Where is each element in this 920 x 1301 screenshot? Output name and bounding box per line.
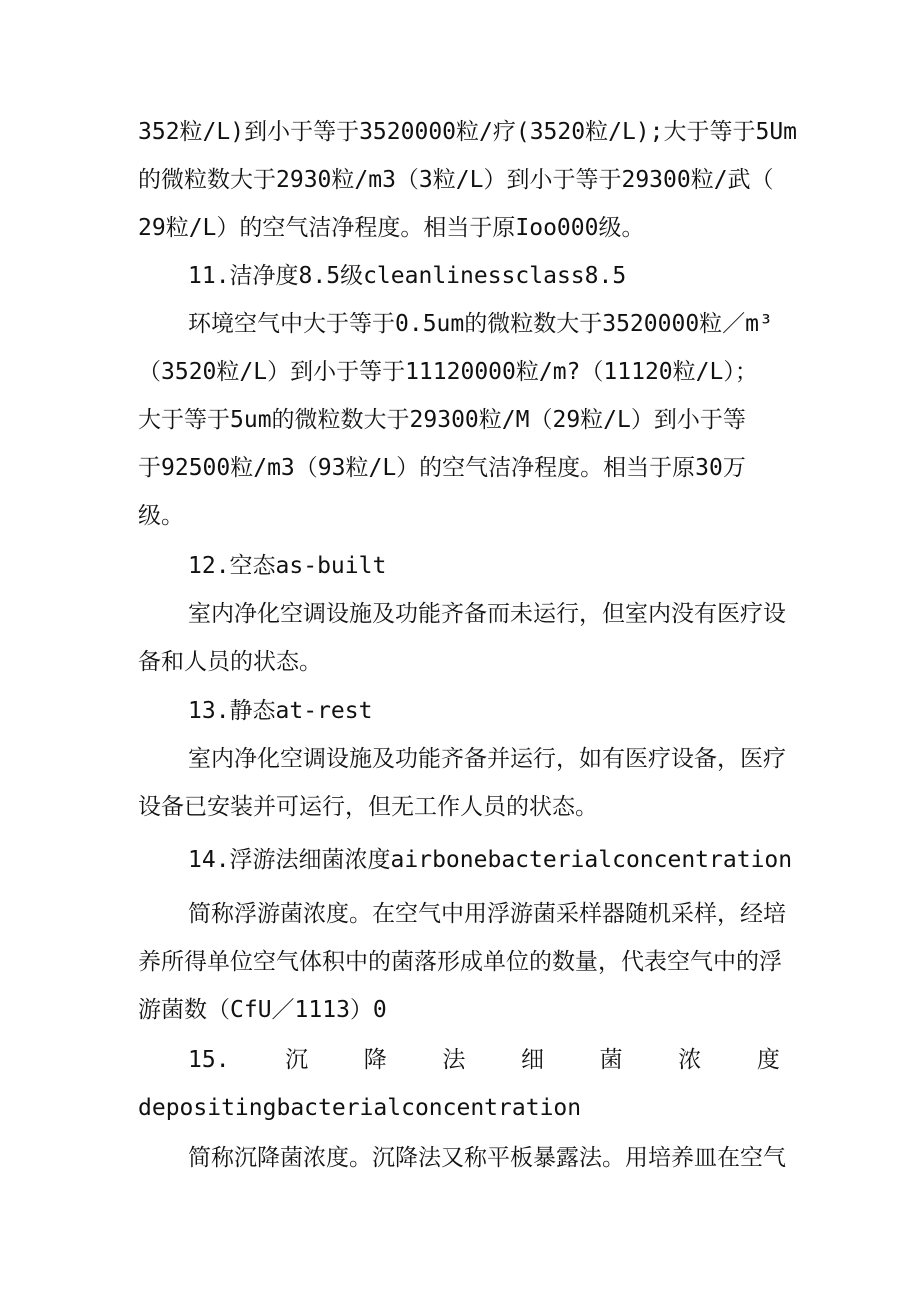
section-heading [188,1036,780,1084]
heading-part: 法 [442,1047,466,1073]
text-line: 室内净化空调设施及功能齐备而未运行，但室内没有医疗设 [188,601,786,627]
heading-part: 15. [188,1047,230,1073]
text-line: 29粒/L）的空气洁净程度。相当于原Ioo000级。 [138,215,645,241]
text-line: 352粒/L)到小于等于3520000粒/疗(3520粒/L);大于等于5Um [138,119,798,145]
text-line: 大于等于5um的微粒数大于29300粒/M（29粒/L）到小于等 [138,407,746,433]
text-line: （3520粒/L）到小于等于11120000粒/m?（11120粒/L）； [138,359,758,385]
section-heading: 14.浮游法细菌浓度airbonebacterialconcentration [188,847,793,873]
section-heading: 11.洁净度8.5级cleanlinessclass8.5 [188,263,627,289]
heading-part: 菌 [599,1047,623,1073]
text-line: 简称浮游菌浓度。在空气中用浮游菌采样器随机采样，经培 [188,901,786,927]
heading-part: 沉 [285,1047,309,1073]
text-line: 养所得单位空气体积中的菌落形成单位的数量，代表空气中的浮 [138,949,782,975]
text-line: 设备已安装并可运行，但无工作人员的状态。 [138,794,598,820]
text-line: 游菌数（CfU／1113）0 [138,997,387,1023]
text-line: 备和人员的状态。 [138,649,322,675]
text-line: 于92500粒/m3（93粒/L）的空气洁净程度。相当于原30万 [138,455,746,481]
text-line: 室内净化空调设施及功能齐备并运行，如有医疗设备，医疗 [188,746,786,772]
heading-part: 细 [521,1047,545,1073]
heading-part: 降 [363,1047,387,1073]
heading-part: 度 [756,1047,780,1073]
text-line: 环境空气中大于等于0.5um的微粒数大于3520000粒／m³ [188,311,773,337]
text-line: depositingbacterialconcentration [138,1095,582,1121]
heading-part: 浓 [678,1047,702,1073]
text-line: 的微粒数大于2930粒/m3（3粒/L）到小于等于29300粒/武（ [138,167,774,193]
section-heading: 13.静态at-rest [188,698,373,724]
text-line: 简称沉降菌浓度。沉降法又称平板暴露法。用培养皿在空气 [188,1145,786,1171]
text-line: 级。 [138,503,184,529]
section-heading: 12.空态as-built [188,553,387,579]
